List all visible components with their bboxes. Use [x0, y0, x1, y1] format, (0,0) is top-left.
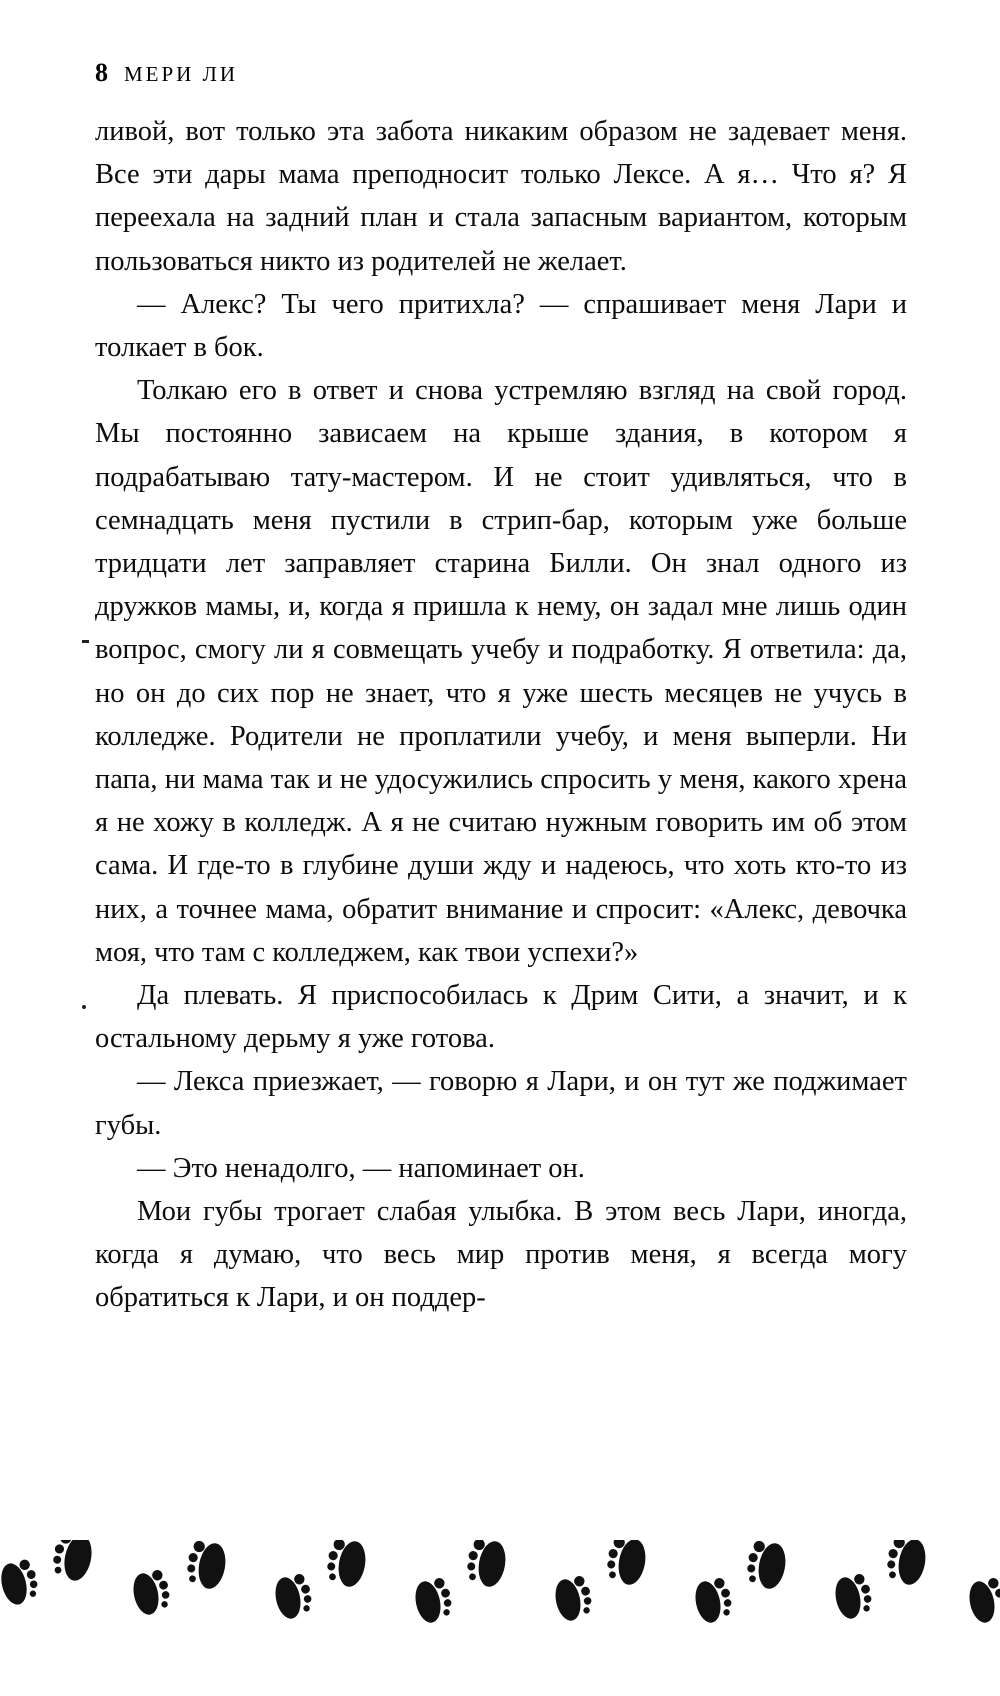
paragraph: Да плевать. Я приспособилась к Дрим Сити, а значит, и к остальному дерьму я уже готова. — [95, 980, 907, 1055]
paragraph: — Лекса приезжает, — говорю я Лари, и он тут же поджимает губы. — [95, 1066, 907, 1141]
footprints-ornament — [0, 1540, 1000, 1660]
paragraph: Мои губы трогает слабая улыбка. В этом весь Лари, иногда, когда я думаю, что весь мир против меня, я всегда могу обратиться к Лари, и он поддер- — [95, 1196, 907, 1314]
margin-mark-dash — [82, 640, 89, 643]
running-head — [95, 58, 905, 88]
paragraph: ливой, вот только эта забота никаким образом не задевает меня. Все эти дары мама преподносит только Лексе. А я… Что я? Я переехала на задний план и стала запасным вариантом, которым пользоваться никто из родителей не желает. — [95, 116, 907, 277]
paragraph: Толкаю его в ответ и снова устремляю взгляд на свой город. Мы постоянно зависаем на крыше здания, в котором я подрабатываю тату-мастером. И не стоит удивляться, что в семнадцать меня пустили в стрип-бар, которым уже больше тридцати лет заправляет старина Билли. Он знал одного из дружков мамы, и, когда я пришла к нему, он задал мне лишь один вопрос, смогу ли я совмещать учебу и подработку. Я ответила: да, но он до сих пор не знает, что я уже шесть месяцев не учусь в колледже. Родители не проплатили учебу, и меня выперли. Ни папа, ни мама так и не удосужились спросить у меня, какого хрена я не хожу в колледж. А я не считаю нужным говорить им об этом сама. И где-то в глубине души жду и надеюсь, что хоть кто-то из них, а точнее мама, обратит внимание и спросит: «Алекс, девочка моя, что там с колледжем, как твои успехи?» — [95, 375, 907, 968]
paragraph: — Это ненадолго, — напоминает он. — [137, 1152, 585, 1184]
paragraph: — Алекс? Ты чего притихла? — спрашивает меня Лари и толкает в бок. — [95, 288, 907, 364]
margin-mark-dot — [82, 1005, 86, 1009]
body-text — [95, 110, 907, 1320]
page-number: 8 — [95, 58, 108, 87]
running-head-title: МЕРИ ЛИ — [124, 62, 239, 86]
